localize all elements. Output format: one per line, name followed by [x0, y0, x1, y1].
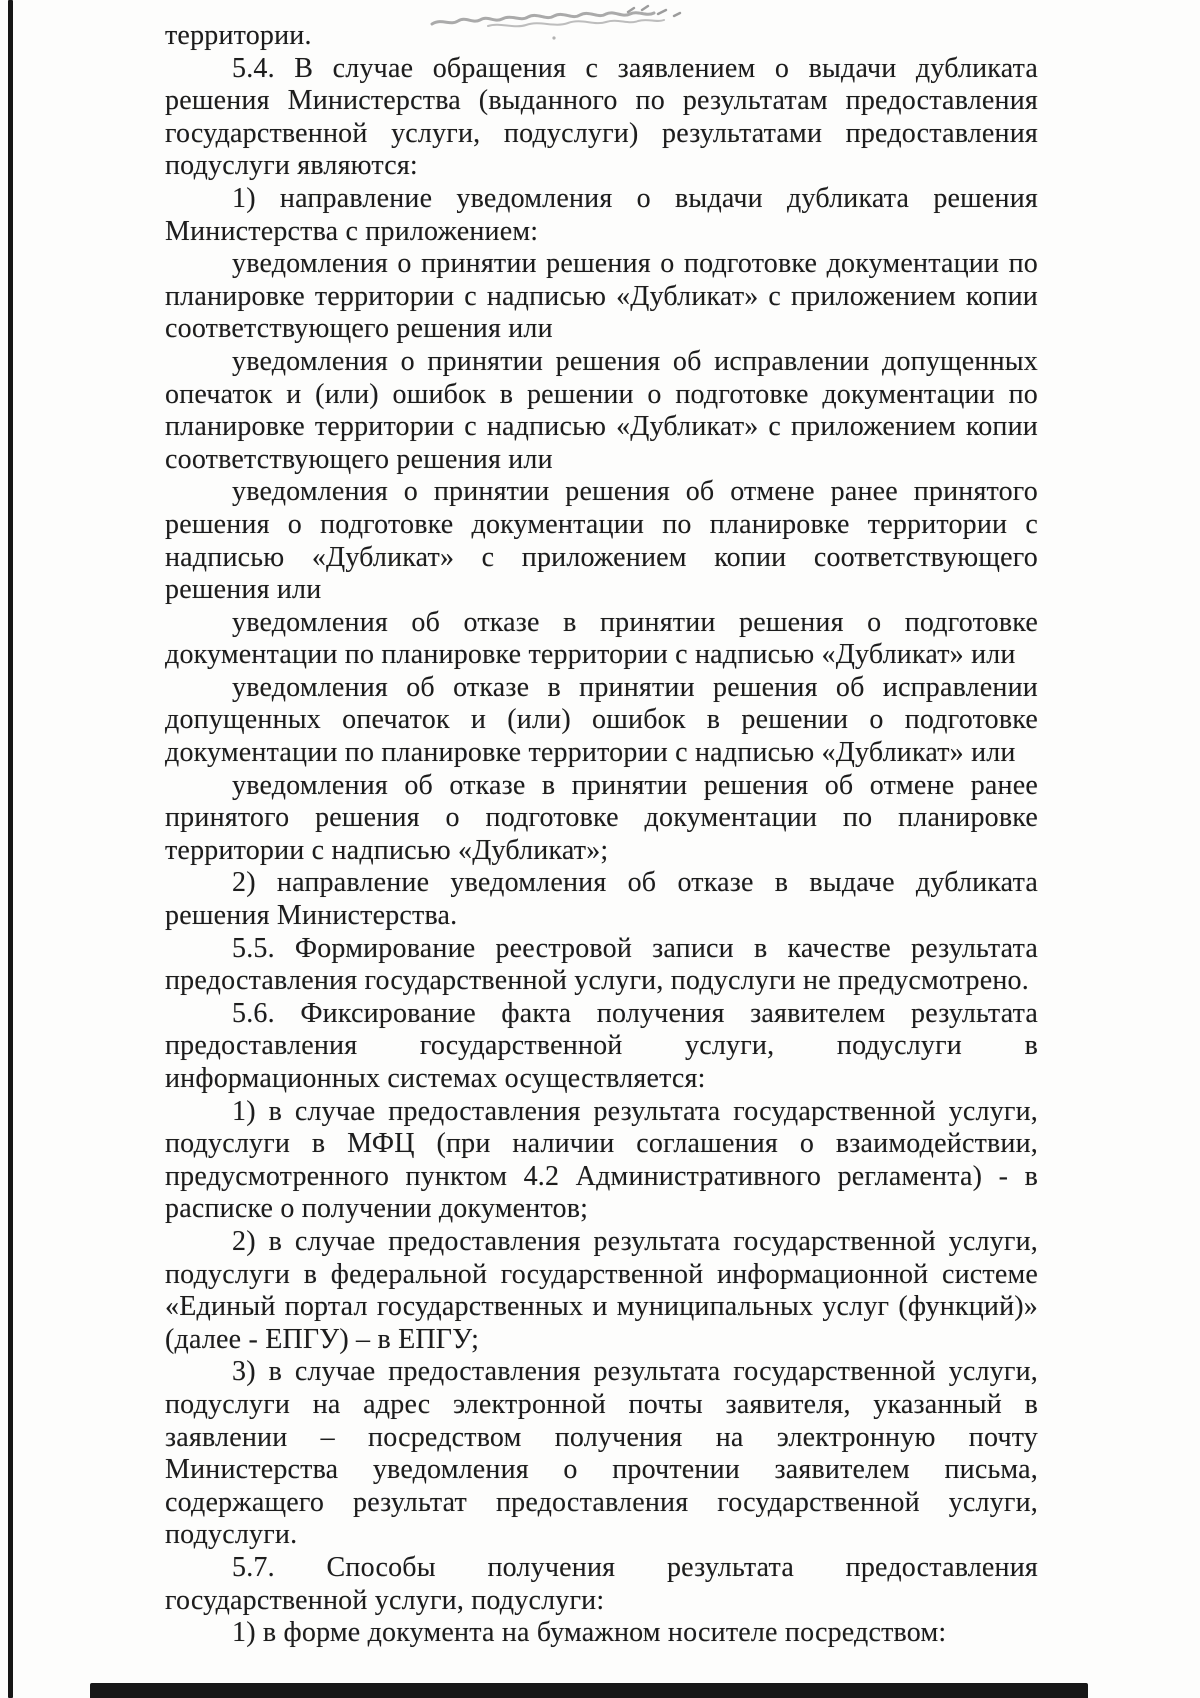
para-5-4-notice-4: уведомления об отказе в принятии решения о подготовке документации по планировке территории с надписью «Дубликат» или	[165, 606, 1038, 671]
document-body	[165, 20, 1038, 1650]
para-5-4: 5.4. В случае обращения с заявлением о выдачи дубликата решения Министерства (выданного по результатам предоставления государственной услуги, подуслуги) результатами предоставления подуслуги являются:	[165, 52, 1038, 182]
para-5-6: 5.6. Фиксирование факта получения заявителем результата предоставления государственной услуги, подуслуги в информационных системах осуществляется:	[165, 997, 1038, 1094]
para-5-4-notice-6: уведомления об отказе в принятии решения об отмене ранее принятого решения о подготовке документации по планировке территории с надписью «Дубликат»;	[165, 769, 1038, 866]
para-5-4-notice-5: уведомления об отказе в принятии решения об исправлении допущенных опечаток и (или) ошибок в решении о подготовке документации по планировке территории с надписью «Дубликат» или	[165, 671, 1038, 769]
para-5-5: 5.5. Формирование реестровой записи в качестве результата предоставления государственной услуги, подуслуги не предусмотрено.	[165, 932, 1038, 997]
para-5-4-item-1: 1) направление уведомления о выдачи дубликата решения Министерства с приложением:	[165, 182, 1038, 247]
para-5-7-item-1: 1) в форме документа на бумажном носителе посредством:	[232, 1617, 947, 1649]
para-5-4-notice-3: уведомления о принятии решения об отмене ранее принятого решения о подготовке документации по планировке территории с надписью «Дубликат» с приложением копии соответствующего решения или	[165, 476, 1038, 606]
para-5-6-item-3: 3) в случае предоставления результата государственной услуги, подуслуги на адрес электронной почты заявителя, указанный в заявлении – посредством получения на электронную почту Министерства уведомления о прочтении заявителем письма, содержащего результат предоставления государственной услуги, подуслуги.	[165, 1356, 1038, 1551]
para-5-4-item-2: 2) направление уведомления об отказе в выдаче дубликата решения Министерства.	[165, 867, 1038, 932]
para-5-4-notice-1: уведомления о принятии решения о подготовке документации по планировке территории с надписью «Дубликат» с приложением копии соответствующего решения или	[165, 248, 1038, 345]
para-5-6-item-1: 1) в случае предоставления результата государственной услуги, подуслуги в МФЦ (при наличии соглашения о взаимодействии, предусмотренного пунктом 4.2 Административного регламента) - в расписке о получении документов;	[165, 1095, 1038, 1225]
scan-edge-left-line	[8, 0, 13, 1698]
para-continuation: территории.	[165, 20, 312, 51]
para-5-7: 5.7. Способы получения результата предоставления государственной услуги, подуслуги:	[165, 1551, 1038, 1616]
para-5-6-item-2: 2) в случае предоставления результата государственной услуги, подуслуги в федеральной государственной информационной системе «Единый портал государственных и муниципальных услуг (функций)» (далее - ЕПГУ) – в ЕПГУ;	[165, 1225, 1038, 1355]
para-5-4-notice-2: уведомления о принятии решения об исправлении допущенных опечаток и (или) ошибок в решении о подготовке документации по планировке территории с надписью «Дубликат» с приложением копии соответствующего решения или	[165, 345, 1038, 475]
scan-edge-bottom-bar	[90, 1683, 1088, 1698]
